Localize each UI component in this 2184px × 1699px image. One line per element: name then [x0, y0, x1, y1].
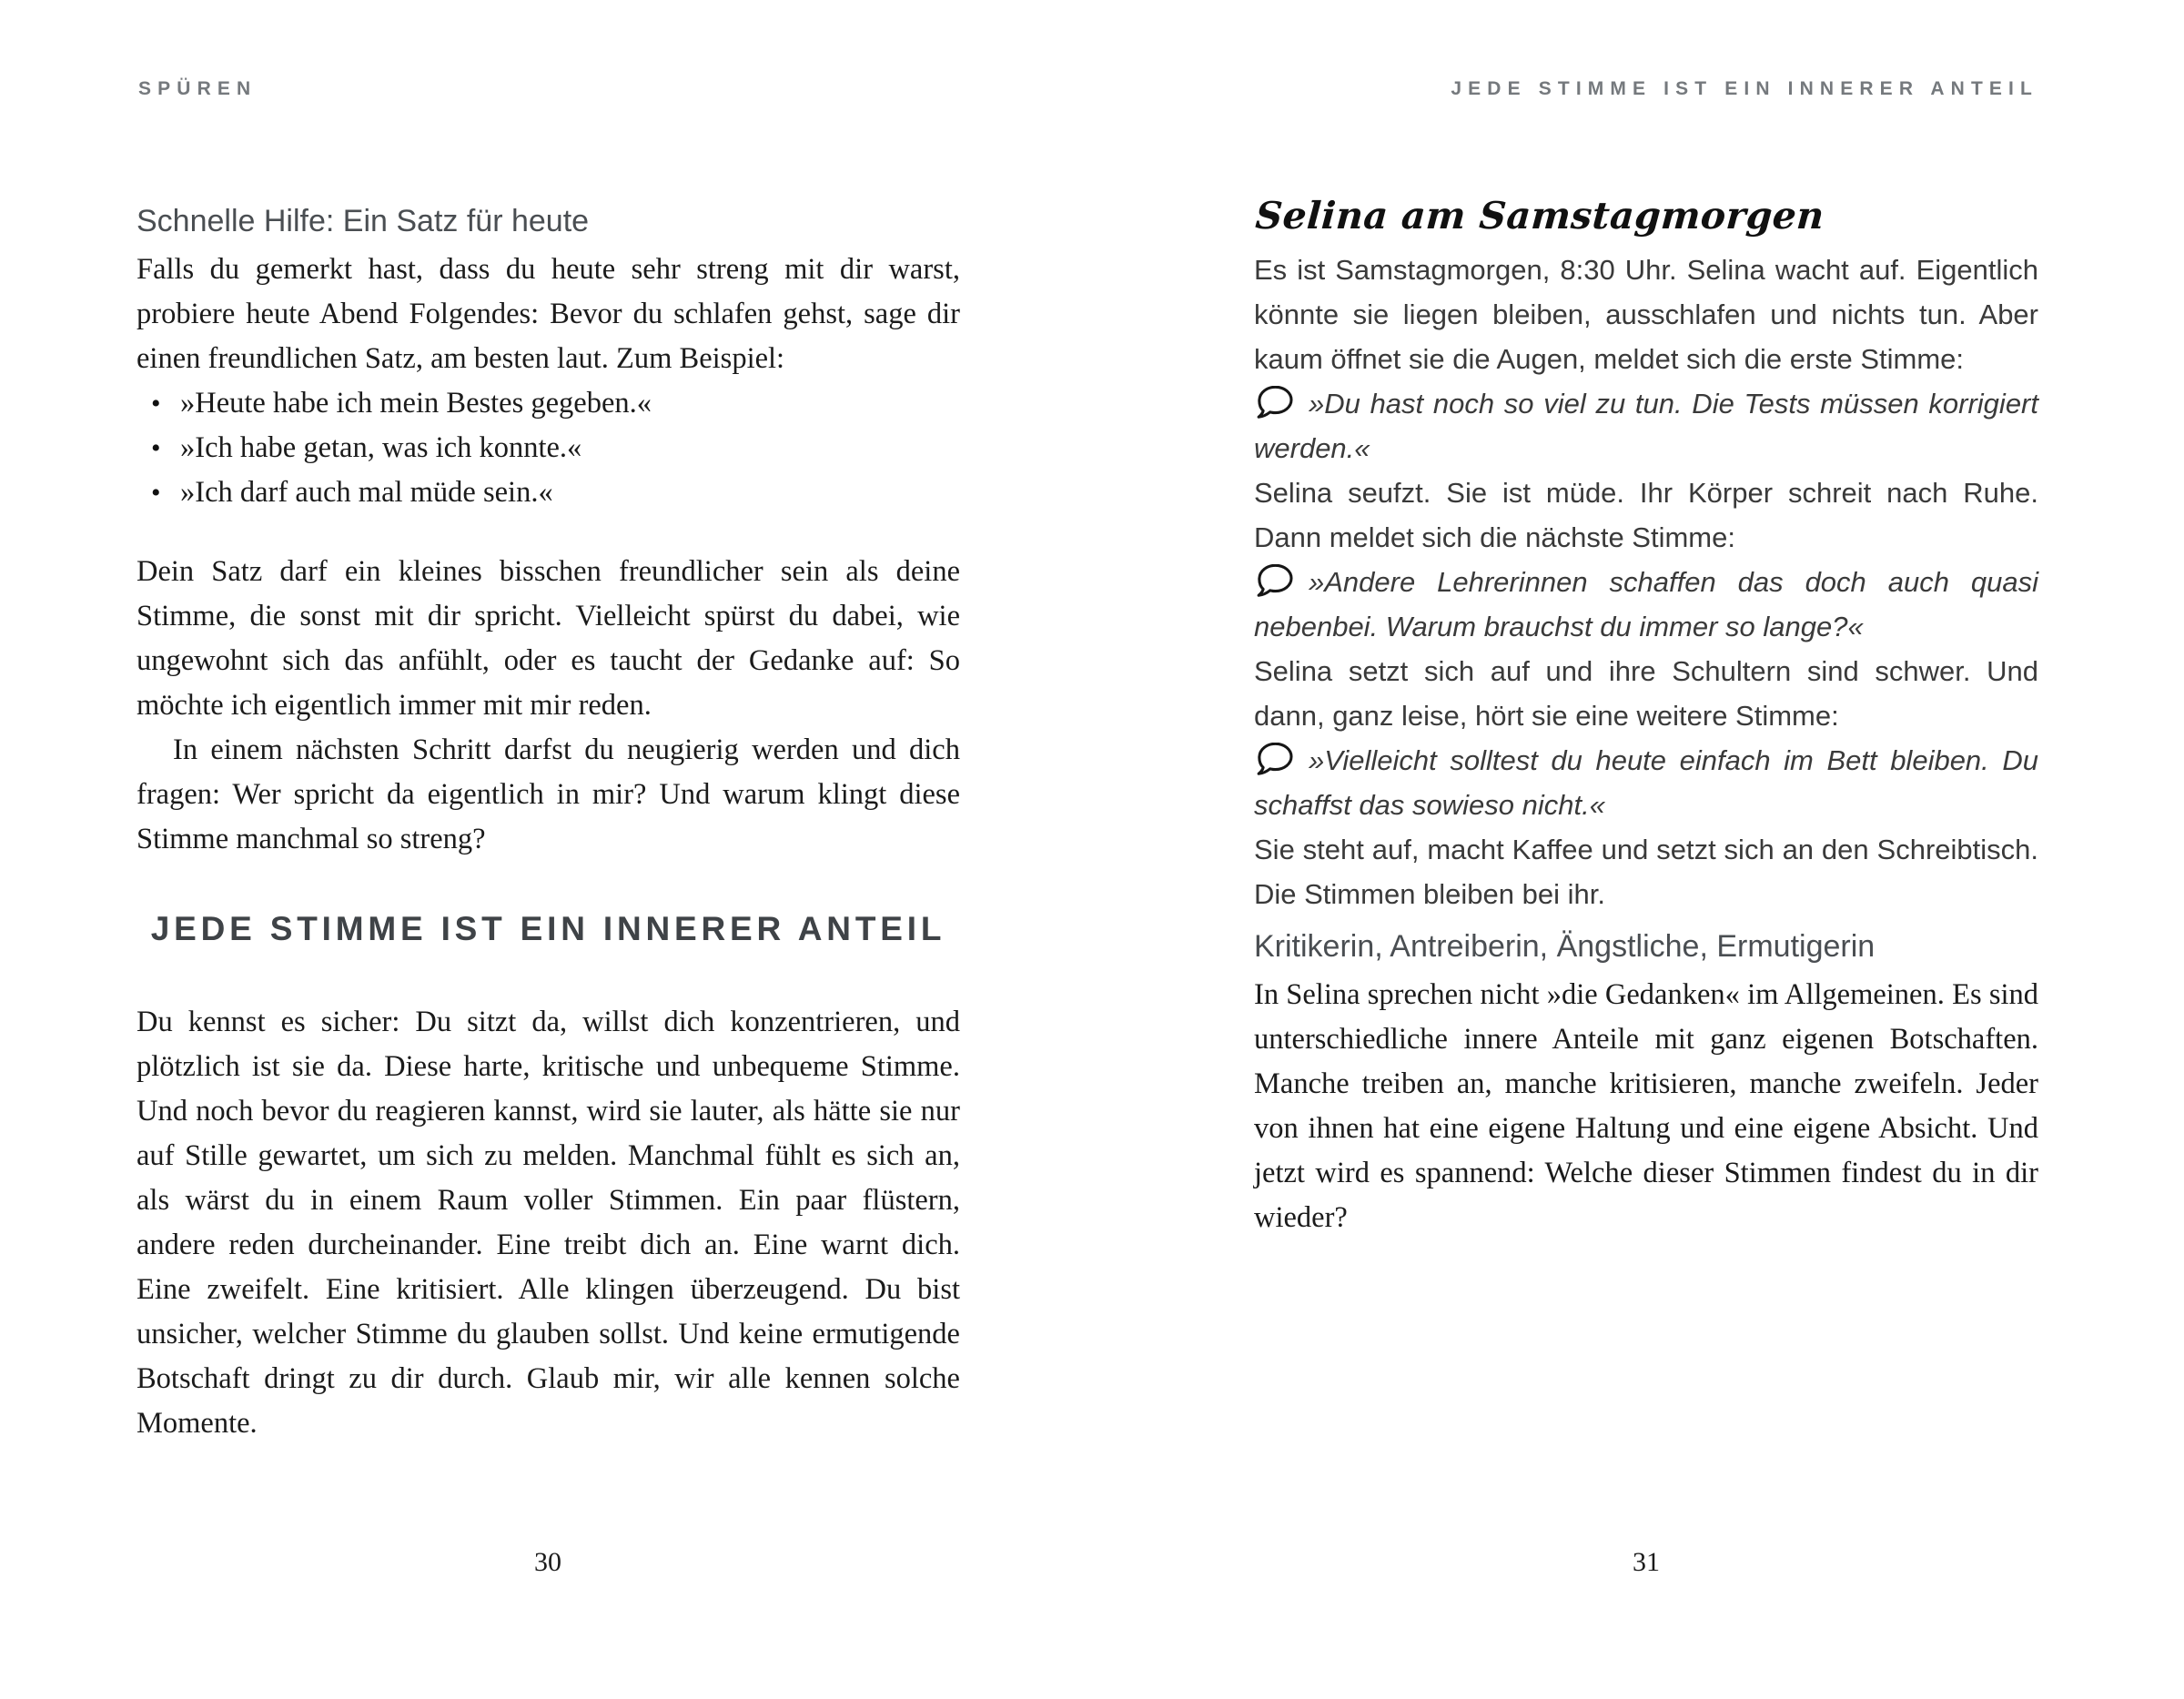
- voice-quote-1: [1254, 381, 2038, 470]
- page-right: [1254, 193, 2038, 1240]
- story-paragraph-coffee: Sie steht auf, macht Kaffee und setzt sich an den Schreibtisch. Die Stimmen bleiben bei ihr.: [1254, 834, 2038, 910]
- section-heading: JEDE STIMME IST EIN INNERER ANTEIL: [150, 910, 946, 947]
- voice-quote-text: »Du hast noch so viel zu tun. Die Tests müssen korrigiert werden.«: [1254, 388, 2038, 464]
- spacer: [136, 515, 960, 550]
- story-paragraph-sits-up: Selina setzt sich auf und ihre Schultern sind schwer. Und dann, ganz leise, hört sie eine weitere Stimme:: [1254, 655, 2038, 732]
- page-number-right: 31: [1633, 1547, 1660, 1577]
- voice-quote-3: [1254, 738, 2038, 827]
- story-paragraph-sighs: Selina seufzt. Sie ist müde. Ihr Körper schreit nach Ruhe. Dann meldet sich die nächste Stimme:: [1254, 477, 2038, 553]
- speech-bubble-icon: [1254, 386, 1296, 419]
- left-heading: Schnelle Hilfe: Ein Satz für heute: [136, 204, 590, 238]
- list-item: • »Ich darf auch mal müde sein.«: [136, 470, 960, 515]
- speech-bubble-icon: [1254, 743, 1296, 775]
- running-header-left: SPÜREN: [138, 78, 258, 99]
- right-subheading: Kritikerin, Antreiberin, Ängstliche, Ermutigerin: [1254, 929, 1876, 964]
- left-paragraph-friendly: Dein Satz darf ein kleines bisschen freundlicher sein als deine Stimme, die sonst mit dir spricht. Vielleicht spürst du dabei, wie ungewohnt sich das anfühlt, oder es taucht der Gedanke auf: So möchte ich eigentlich immer mit mir reden.: [136, 555, 960, 722]
- list-item: • »Ich habe getan, was ich konnte.«: [136, 426, 960, 470]
- voice-quote-text: »Andere Lehrerinnen schaffen das doch auch quasi nebenbei. Warum brauchst du immer so lange?«: [1254, 566, 2038, 642]
- left-intro-paragraph: Falls du gemerkt hast, dass du heute sehr streng mit dir warst, probiere heute Abend Folgendes: Bevor du schlafen gehst, sage dir einen freundlichen Satz, am besten laut. Zum Beispiel:: [136, 253, 960, 375]
- left-paragraph-next-step: In einem nächsten Schritt darfst du neugierig werden und dich fragen: Wer spricht da eigentlich in mir? Und warum klingt diese Stimme manchmal so streng?: [136, 733, 960, 855]
- affirmation-list: [136, 381, 960, 515]
- story-paragraph-intro: Es ist Samstagmorgen, 8:30 Uhr. Selina wacht auf. Eigentlich könnte sie liegen bleiben, ausschlafen und nichts tun. Aber kaum öffnet sie die Augen, meldet sich die erste Stimme:: [1254, 254, 2038, 375]
- list-item: • »Heute habe ich mein Bestes gegeben.«: [136, 381, 960, 426]
- voice-quote-2: [1254, 560, 2038, 649]
- speech-bubble-icon: [1254, 564, 1296, 597]
- page-number-left: 30: [534, 1547, 561, 1577]
- page-left: [136, 202, 960, 1446]
- running-header-right: JEDE STIMME IST EIN INNERER ANTEIL: [1451, 78, 2038, 99]
- right-paragraph-parts: In Selina sprechen nicht »die Gedanken« im Allgemeinen. Es sind unterschiedliche innere Anteile mit ganz eigenen Botschaften. Manche treiben an, manche kritisieren, manche zweifeln. Jeder von ihnen hat eine eigene Haltung und eine eigene Absicht. Und jetzt wird es spannend: Welche dieser Stimmen findest du in dir wieder?: [1254, 978, 2038, 1234]
- story-script-heading: Selina am Samstagmorgen: [1254, 194, 1826, 238]
- voice-quote-text: »Vielleicht solltest du heute einfach im Bett bleiben. Du schaffst das sowieso nicht.«: [1254, 744, 2038, 821]
- left-paragraph-voices: Du kennst es sicher: Du sitzt da, willst dich konzentrieren, und plötzlich ist sie da. Diese harte, kritische und unbequeme Stimme. Und noch bevor du reagieren kannst, wird sie lauter, als hätte sie nur auf Stille gewartet, um sich zu melden. Manchmal fühlt es sich an, als wärst du in einem Raum voller Stimmen. Ein paar flüstern, andere reden durcheinander. Eine treibt dich an. Eine warnt dich. Eine zweifelt. Eine kritisiert. Alle klingen überzeugend. Du bist unsicher, welcher Stimme du glauben sollst. Und keine ermutigende Botschaft dringt zu dir durch. Glaub mir, wir alle kennen solche Momente.: [136, 1006, 960, 1440]
